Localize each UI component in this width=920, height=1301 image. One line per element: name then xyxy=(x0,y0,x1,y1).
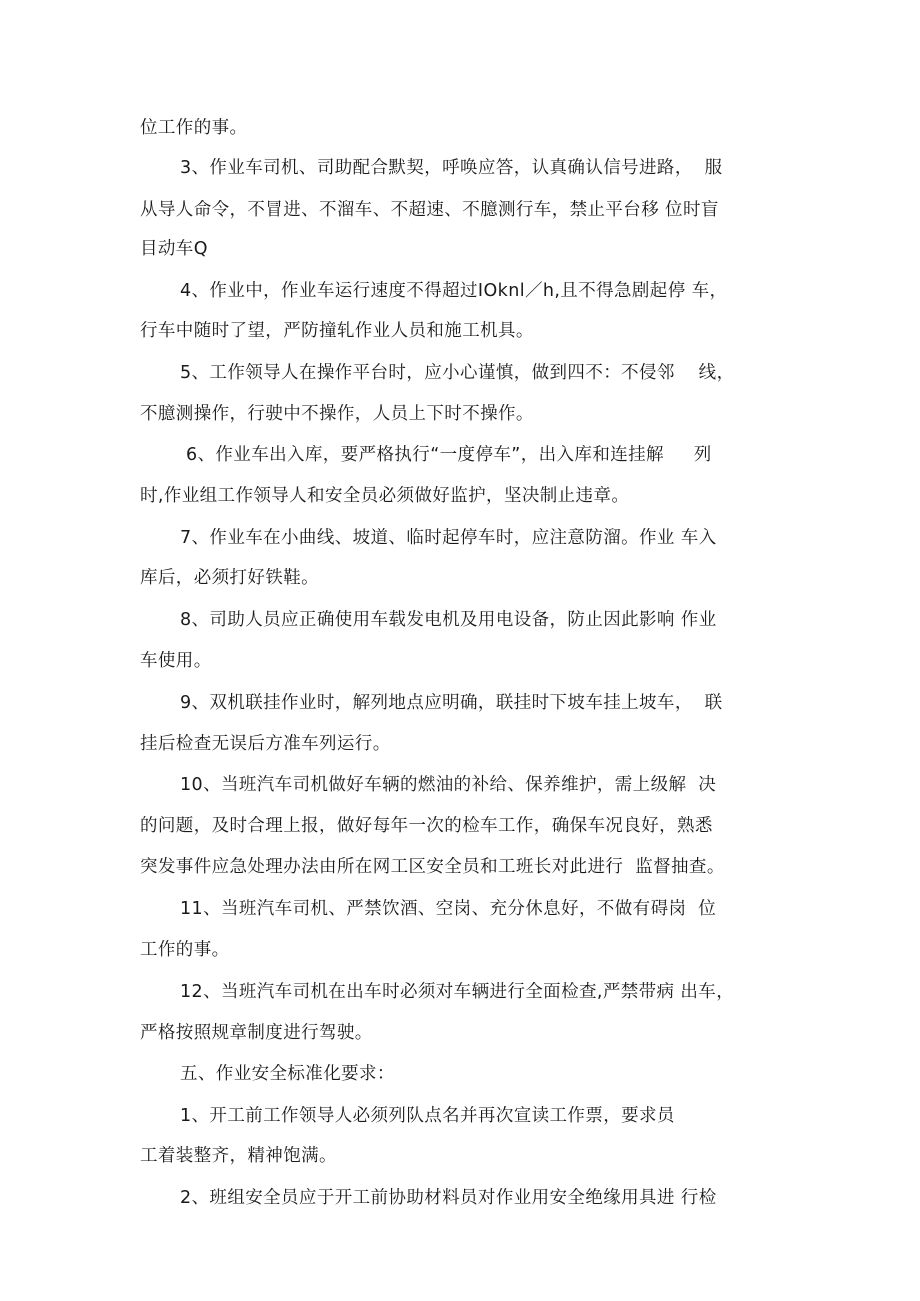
text-line: 不臆测操作，行驶中不操作，人员上下时不操作。 xyxy=(140,404,534,424)
text-line: 的问题，及时合理上报，做好每年一次的检车工作，确保车况良好，熟悉 xyxy=(140,816,713,836)
text-line: 12、当班汽车司机在出车时必须对车辆进行全面检查,严禁带病 出车， xyxy=(180,982,735,1002)
section-heading: 五、作业安全标准化要求： xyxy=(180,1064,395,1084)
text-line: 10、当班汽车司机做好车辆的燃油的补给、保养维护，需上级解 决 xyxy=(180,775,717,795)
text-line: 突发事件应急处理办法由所在网工区安全员和工班长对此进行 监督抽查。 xyxy=(140,857,725,877)
text-line: 严格按照规章制度进行驾驶。 xyxy=(140,1023,373,1043)
text-line: 7、作业车在小曲线、坡道、临时起停车时，应注意防溜。作业 车入 xyxy=(180,528,717,548)
text-line: 工作的事。 xyxy=(140,940,230,960)
text-line: 挂后检查无误后方准车列运行。 xyxy=(140,734,391,754)
text-line: 6、作业车出入库，要严格执行“一度停车”，出入库和连挂解 列 xyxy=(180,445,712,465)
text-line: 3、作业车司机、司助配合默契，呼唤应答，认真确认信号进路， 服 xyxy=(180,158,723,178)
text-line: 目动车Q xyxy=(140,239,208,259)
text-line: 8、司助人员应正确使用车载发电机及用电设备，防止因此影响 作业 xyxy=(180,610,717,630)
text-line: 2、班组安全员应于开工前协助材料员对作业用安全绝缘用具进 行检 xyxy=(180,1188,717,1208)
text-line: 工着装整齐，精神饱满。 xyxy=(140,1146,337,1166)
text-line: 时,作业组工作领导人和安全员必须做好监护，坚决制止违章。 xyxy=(140,486,630,506)
text-line: 库后，必须打好铁鞋。 xyxy=(140,568,319,588)
text-line: 行车中随时了望，严防撞轧作业人员和施工机具。 xyxy=(140,321,534,341)
text-line: 11、当班汽车司机、严禁饮酒、空岗、充分休息好，不做有碍岗 位 xyxy=(180,899,717,919)
text-line: 1、开工前工作领导人必须列队点名并再次宣读工作票，要求员 xyxy=(180,1106,675,1126)
text-line: 车使用。 xyxy=(140,651,212,671)
text-line: 5、工作领导人在操作平台时，应小心谨慎，做到四不：不侵邻 线， xyxy=(180,363,735,383)
text-line: 从导人命令，不冒进、不溜车、不超速、不臆测行车，禁止平台移 位时盲 xyxy=(140,200,719,220)
text-line: 9、双机联挂作业时，解列地点应明确，联挂时下坡车挂上坡车， 联 xyxy=(180,693,723,713)
text-line: 4、作业中，作业车运行速度不得超过IOknl／h,且不得急剧起停 车， xyxy=(180,281,728,301)
text-line: 位工作的事。 xyxy=(140,118,248,138)
